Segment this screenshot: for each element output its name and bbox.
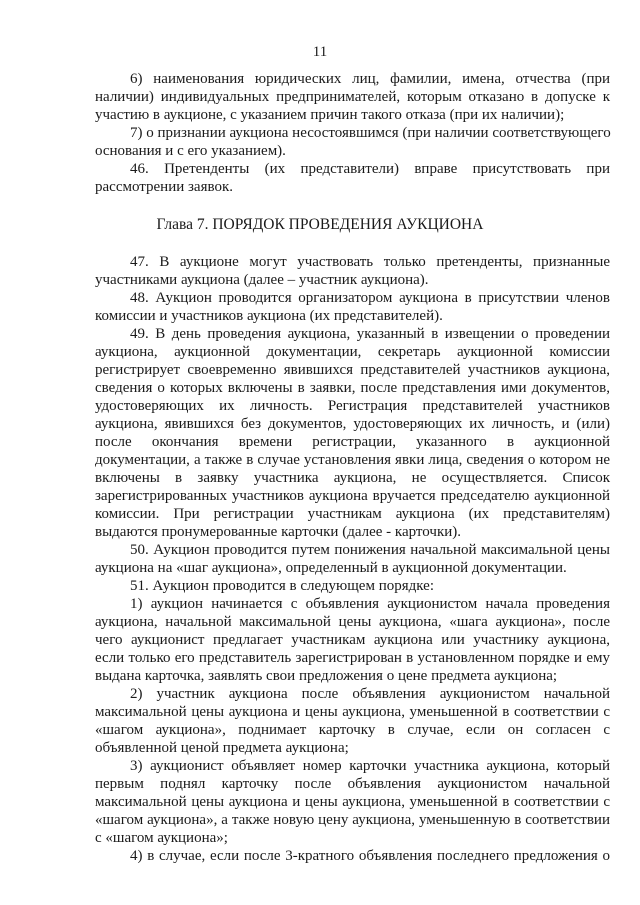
text-line: участию в аукционе, с указанием причин такого отказа (при их наличии); — [95, 107, 565, 123]
text-line: основания и с его указанием). — [95, 143, 286, 159]
text-line: выдана карточка, заявлять свои предложения о цене предмета аукциона; — [95, 668, 558, 684]
text-line: 50. Аукцион проводится путем понижения начальной максимальной цены — [130, 542, 610, 558]
text-line: зарегистрированных участников аукциона вручается председателю аукционной — [95, 488, 610, 504]
text-line: 49. В день проведения аукциона, указанный в извещении о проведении — [130, 326, 610, 342]
text-line: участниками аукциона (далее – участник аукциона). — [95, 272, 429, 288]
text-line: включены в заявку участника аукциона, не осуществляется. Список — [95, 470, 610, 486]
text-line: 51. Аукцион проводится в следующем порядке: — [130, 578, 435, 594]
text-line: 6) наименования юридических лиц, фамилии, имена, отчества (при — [130, 71, 610, 87]
text-line: регистрирует своевременно явившихся представителей участников аукциона, — [95, 362, 610, 378]
text-line: наличии) индивидуальных предпринимателей, которым отказано в допуске к — [95, 89, 610, 105]
text-line: удостоверяющих их личность. Регистрация представителей участников — [95, 398, 610, 414]
text-line: выдаются пронумерованные карточки (далее - карточки). — [95, 524, 461, 540]
text-line: аукциона, начальной максимальной цены аукциона, «шага аукциона», после — [95, 614, 610, 630]
page-number: 11 — [312, 44, 328, 60]
text-line: рассмотрении заявок. — [95, 179, 233, 195]
text-line: максимальной цены аукциона и цены аукциона, уменьшенной в соответствии с — [95, 794, 610, 810]
text-line: первым поднял карточку после объявления аукционистом начальной — [95, 776, 610, 792]
text-line: с «шагом аукциона»; — [95, 830, 228, 846]
text-line: «шагом аукциона», поднимает карточку в случае, если он согласен с — [95, 722, 610, 738]
text-line: документации, а также в случае установления явки лица, сведения о котором не — [95, 452, 610, 468]
text-line: аукциона, аукционной документации, секретарь аукционной комиссии — [95, 344, 610, 360]
text-line: 7) о признании аукциона несостоявшимся (при наличии соответствующего — [130, 125, 611, 141]
text-line: 2) участник аукциона после объявления аукционистом начальной — [130, 686, 610, 702]
text-line: объявленной ценой предмета аукциона; — [95, 740, 349, 756]
text-line: «шагом аукциона», а также новую цену аукциона, уменьшенную в соответствии — [95, 812, 610, 828]
text-line: 46. Претенденты (их представители) вправе присутствовать при — [130, 161, 610, 177]
text-line: аукциона на «шаг аукциона», определенный в аукционной документации. — [95, 560, 567, 576]
text-line: комиссии. При регистрации участникам аукциона (их представителям) — [95, 506, 610, 522]
text-line: 1) аукцион начинается с объявления аукционистом начала проведения — [130, 596, 610, 612]
chapter-heading: Глава 7. ПОРЯДОК ПРОВЕДЕНИЯ АУКЦИОНА — [156, 216, 484, 233]
text-line: аукциона, явившихся без документов, удостоверяющих их личность, и (или) — [95, 416, 610, 432]
text-line: если только его представитель зарегистрирован в установленном порядке и ему — [95, 650, 610, 666]
text-line: сведения о которых включены в заявки, после представления ими документов, — [95, 380, 610, 396]
text-line: после окончания времени регистрации, указанного в аукционной — [95, 434, 610, 450]
text-line: 48. Аукцион проводится организатором аукциона в присутствии членов — [130, 290, 610, 306]
text-line: максимальной цены аукциона и цены аукциона, уменьшенной в соответствии с — [95, 704, 610, 720]
text-line: 47. В аукционе могут участвовать только претенденты, признанные — [130, 254, 610, 270]
text-line: 3) аукционист объявляет номер карточки участника аукциона, который — [130, 758, 610, 774]
text-line: 4) в случае, если после 3-кратного объявления последнего предложения о — [130, 848, 610, 864]
text-line: чего аукционист предлагает участникам аукциона или участнику аукциона, — [95, 632, 610, 648]
text-line: комиссии и участников аукциона (их представителей). — [95, 308, 443, 324]
